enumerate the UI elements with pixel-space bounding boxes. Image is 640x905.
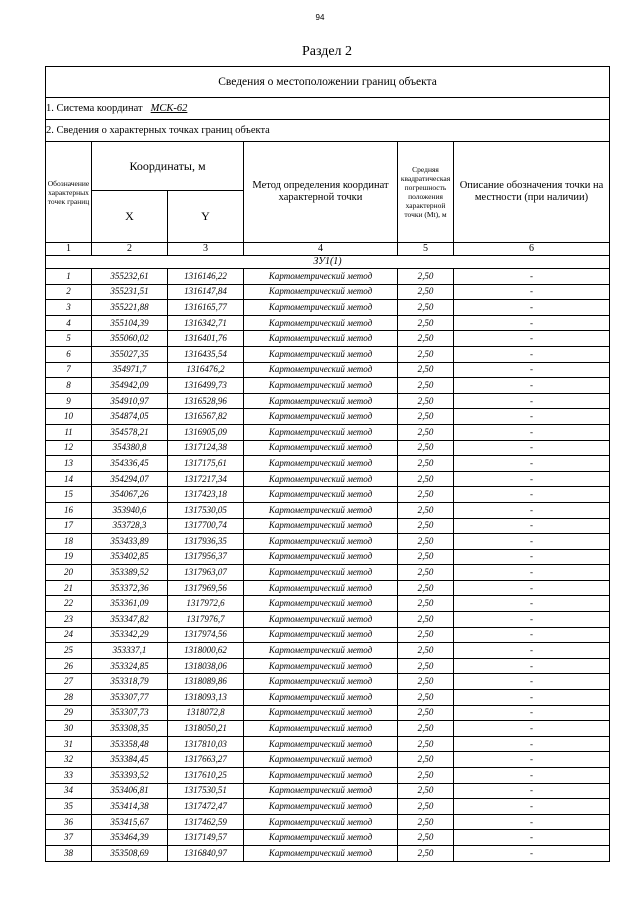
accuracy: 2,50 — [398, 845, 454, 861]
description: - — [454, 845, 610, 861]
description: - — [454, 424, 610, 440]
x-coordinate: 353384,45 — [92, 752, 168, 768]
y-coordinate: 1318000,62 — [168, 643, 244, 659]
accuracy: 2,50 — [398, 814, 454, 830]
point-number: 35 — [46, 799, 92, 815]
point-number: 3 — [46, 300, 92, 316]
point-number: 2 — [46, 284, 92, 300]
point-number: 4 — [46, 315, 92, 331]
x-coordinate: 353361,09 — [92, 596, 168, 612]
header-x: X — [92, 191, 168, 243]
y-coordinate: 1317963,07 — [168, 565, 244, 581]
table-row — [46, 362, 610, 378]
y-coordinate: 1316567,82 — [168, 409, 244, 425]
table-row — [46, 768, 610, 784]
description: - — [454, 534, 610, 550]
description: - — [454, 300, 610, 316]
y-coordinate: 1317149,57 — [168, 830, 244, 846]
table-row — [46, 830, 610, 846]
x-coordinate: 353308,35 — [92, 721, 168, 737]
x-coordinate: 353358,48 — [92, 736, 168, 752]
y-coordinate: 1317936,35 — [168, 534, 244, 550]
description: - — [454, 502, 610, 518]
accuracy: 2,50 — [398, 534, 454, 550]
accuracy: 2,50 — [398, 471, 454, 487]
point-number: 37 — [46, 830, 92, 846]
column-number: 2 — [92, 243, 168, 256]
method: Картометрический метод — [244, 331, 398, 347]
x-coordinate: 353337,1 — [92, 643, 168, 659]
accuracy: 2,50 — [398, 269, 454, 285]
method: Картометрический метод — [244, 440, 398, 456]
method: Картометрический метод — [244, 346, 398, 362]
x-coordinate: 353372,36 — [92, 580, 168, 596]
description: - — [454, 658, 610, 674]
y-coordinate: 1317969,56 — [168, 580, 244, 596]
accuracy: 2,50 — [398, 721, 454, 737]
description: - — [454, 471, 610, 487]
y-coordinate: 1316435,54 — [168, 346, 244, 362]
y-coordinate: 1317610,25 — [168, 768, 244, 784]
method: Картометрический метод — [244, 471, 398, 487]
description: - — [454, 643, 610, 659]
method: Картометрический метод — [244, 643, 398, 659]
table-row — [46, 346, 610, 362]
table-row — [46, 502, 610, 518]
method: Картометрический метод — [244, 690, 398, 706]
section-title: Раздел 2 — [301, 44, 353, 59]
table-row — [46, 690, 610, 706]
y-coordinate: 1316499,73 — [168, 378, 244, 394]
table-row — [46, 814, 610, 830]
x-coordinate: 353728,3 — [92, 518, 168, 534]
point-number: 16 — [46, 502, 92, 518]
x-coordinate: 354971,7 — [92, 362, 168, 378]
table-row — [46, 580, 610, 596]
table-row — [46, 845, 610, 861]
y-coordinate: 1317974,56 — [168, 627, 244, 643]
method: Картометрический метод — [244, 534, 398, 550]
table-row — [46, 783, 610, 799]
description: - — [454, 331, 610, 347]
description: - — [454, 549, 610, 565]
y-coordinate: 1317530,51 — [168, 783, 244, 799]
x-coordinate: 355232,61 — [92, 269, 168, 285]
point-number: 14 — [46, 471, 92, 487]
table-row — [46, 721, 610, 737]
point-number: 18 — [46, 534, 92, 550]
y-coordinate: 1317217,34 — [168, 471, 244, 487]
description: - — [454, 378, 610, 394]
x-coordinate: 355104,39 — [92, 315, 168, 331]
x-coordinate: 353508,69 — [92, 845, 168, 861]
point-number: 30 — [46, 721, 92, 737]
point-number: 9 — [46, 393, 92, 409]
y-coordinate: 1316401,76 — [168, 331, 244, 347]
x-coordinate: 353393,52 — [92, 768, 168, 784]
table-row — [46, 424, 610, 440]
method: Картометрический метод — [244, 799, 398, 815]
x-coordinate: 353414,38 — [92, 799, 168, 815]
point-number: 22 — [46, 596, 92, 612]
point-number: 28 — [46, 690, 92, 706]
method: Картометрический метод — [244, 752, 398, 768]
accuracy: 2,50 — [398, 284, 454, 300]
x-coordinate: 353940,6 — [92, 502, 168, 518]
accuracy: 2,50 — [398, 502, 454, 518]
table-row — [46, 378, 610, 394]
y-coordinate: 1316342,71 — [168, 315, 244, 331]
method: Картометрический метод — [244, 315, 398, 331]
accuracy: 2,50 — [398, 549, 454, 565]
point-number: 20 — [46, 565, 92, 581]
accuracy: 2,50 — [398, 690, 454, 706]
accuracy: 2,50 — [398, 596, 454, 612]
point-number: 19 — [46, 549, 92, 565]
y-coordinate: 1316147,84 — [168, 284, 244, 300]
x-coordinate: 353464,39 — [92, 830, 168, 846]
table-row — [46, 269, 610, 285]
description: - — [454, 627, 610, 643]
method: Картометрический метод — [244, 845, 398, 861]
description: - — [454, 705, 610, 721]
table-row — [46, 393, 610, 409]
accuracy: 2,50 — [398, 627, 454, 643]
accuracy: 2,50 — [398, 331, 454, 347]
table-row — [46, 300, 610, 316]
points-section-label: 2. Сведения о характерных точках границ объекта — [46, 120, 610, 142]
point-number: 11 — [46, 424, 92, 440]
table-row — [46, 315, 610, 331]
table-row — [46, 471, 610, 487]
table-row — [46, 284, 610, 300]
x-coordinate: 354294,07 — [92, 471, 168, 487]
y-coordinate: 1317700,74 — [168, 518, 244, 534]
description: - — [454, 518, 610, 534]
y-coordinate: 1317462,59 — [168, 814, 244, 830]
accuracy: 2,50 — [398, 300, 454, 316]
table-row — [46, 674, 610, 690]
point-number: 10 — [46, 409, 92, 425]
method: Картометрический метод — [244, 783, 398, 799]
accuracy: 2,50 — [398, 705, 454, 721]
table-row — [46, 596, 610, 612]
description: - — [454, 721, 610, 737]
method: Картометрический метод — [244, 612, 398, 628]
accuracy: 2,50 — [398, 393, 454, 409]
accuracy: 2,50 — [398, 674, 454, 690]
header-coordinates: Координаты, м — [92, 142, 244, 191]
point-number: 31 — [46, 736, 92, 752]
point-number: 24 — [46, 627, 92, 643]
description: - — [454, 736, 610, 752]
accuracy: 2,50 — [398, 518, 454, 534]
table-row — [46, 565, 610, 581]
method: Картометрический метод — [244, 705, 398, 721]
accuracy: 2,50 — [398, 799, 454, 815]
column-number: 1 — [46, 243, 92, 256]
accuracy: 2,50 — [398, 440, 454, 456]
header-method: Метод определения координат характерной точки — [244, 142, 398, 243]
coordinate-system-value: МСК-62 — [150, 103, 188, 114]
accuracy: 2,50 — [398, 580, 454, 596]
method: Картометрический метод — [244, 269, 398, 285]
table-row — [46, 487, 610, 503]
table-row — [46, 409, 610, 425]
x-coordinate: 353318,79 — [92, 674, 168, 690]
page-number: 94 — [315, 13, 325, 22]
x-coordinate: 355221,88 — [92, 300, 168, 316]
y-coordinate: 1317472,47 — [168, 799, 244, 815]
description: - — [454, 284, 610, 300]
x-coordinate: 353415,67 — [92, 814, 168, 830]
y-coordinate: 1317976,7 — [168, 612, 244, 628]
description: - — [454, 612, 610, 628]
accuracy: 2,50 — [398, 612, 454, 628]
table-row — [46, 799, 610, 815]
x-coordinate: 355231,51 — [92, 284, 168, 300]
method: Картометрический метод — [244, 378, 398, 394]
column-number: 4 — [244, 243, 398, 256]
y-coordinate: 1317175,61 — [168, 456, 244, 472]
y-coordinate: 1317972,6 — [168, 596, 244, 612]
description: - — [454, 440, 610, 456]
y-coordinate: 1318089,86 — [168, 674, 244, 690]
accuracy: 2,50 — [398, 736, 454, 752]
accuracy: 2,50 — [398, 378, 454, 394]
accuracy: 2,50 — [398, 768, 454, 784]
description: - — [454, 690, 610, 706]
description: - — [454, 830, 610, 846]
column-numbers-row — [46, 243, 610, 256]
description: - — [454, 814, 610, 830]
method: Картометрический метод — [244, 627, 398, 643]
header-accuracy: Средняя квадратическая погрешность положения характерной точки (Mt), м — [398, 142, 454, 243]
table-row — [46, 736, 610, 752]
point-number: 17 — [46, 518, 92, 534]
method: Картометрический метод — [244, 424, 398, 440]
table-row — [46, 612, 610, 628]
accuracy: 2,50 — [398, 643, 454, 659]
method: Картометрический метод — [244, 549, 398, 565]
method: Картометрический метод — [244, 768, 398, 784]
x-coordinate: 353347,82 — [92, 612, 168, 628]
method: Картометрический метод — [244, 409, 398, 425]
accuracy: 2,50 — [398, 409, 454, 425]
method: Картометрический метод — [244, 487, 398, 503]
x-coordinate: 353389,52 — [92, 565, 168, 581]
table-row — [46, 627, 610, 643]
point-number: 34 — [46, 783, 92, 799]
table-row — [46, 549, 610, 565]
method: Картометрический метод — [244, 814, 398, 830]
description: - — [454, 362, 610, 378]
table-row — [46, 456, 610, 472]
x-coordinate: 354874,05 — [92, 409, 168, 425]
x-coordinate: 355027,35 — [92, 346, 168, 362]
table-row — [46, 752, 610, 768]
x-coordinate: 354067,26 — [92, 487, 168, 503]
point-number: 32 — [46, 752, 92, 768]
description: - — [454, 752, 610, 768]
point-number: 7 — [46, 362, 92, 378]
description: - — [454, 315, 610, 331]
description: - — [454, 596, 610, 612]
method: Картометрический метод — [244, 284, 398, 300]
description: - — [454, 565, 610, 581]
point-number: 27 — [46, 674, 92, 690]
x-coordinate: 354336,45 — [92, 456, 168, 472]
method: Картометрический метод — [244, 580, 398, 596]
point-number: 15 — [46, 487, 92, 503]
point-number: 6 — [46, 346, 92, 362]
y-coordinate: 1317810,03 — [168, 736, 244, 752]
x-coordinate: 353307,77 — [92, 690, 168, 706]
table-row — [46, 534, 610, 550]
accuracy: 2,50 — [398, 487, 454, 503]
boundary-points-table — [45, 66, 610, 862]
coordinate-system-label: 1. Система координат — [46, 103, 143, 114]
point-number: 26 — [46, 658, 92, 674]
point-number: 36 — [46, 814, 92, 830]
method: Картометрический метод — [244, 456, 398, 472]
accuracy: 2,50 — [398, 752, 454, 768]
point-number: 21 — [46, 580, 92, 596]
x-coordinate: 353342,29 — [92, 627, 168, 643]
point-number: 12 — [46, 440, 92, 456]
y-coordinate: 1316840,97 — [168, 845, 244, 861]
point-number: 38 — [46, 845, 92, 861]
description: - — [454, 487, 610, 503]
y-coordinate: 1317124,38 — [168, 440, 244, 456]
table-row — [46, 705, 610, 721]
header-y: Y — [168, 191, 244, 243]
method: Картометрический метод — [244, 565, 398, 581]
x-coordinate: 353307,73 — [92, 705, 168, 721]
point-number: 29 — [46, 705, 92, 721]
accuracy: 2,50 — [398, 456, 454, 472]
table-row — [46, 518, 610, 534]
accuracy: 2,50 — [398, 346, 454, 362]
y-coordinate: 1318072,8 — [168, 705, 244, 721]
header-description: Описание обозначения точки на местности (при наличии) — [454, 142, 610, 243]
x-coordinate: 353402,85 — [92, 549, 168, 565]
description: - — [454, 456, 610, 472]
table-row — [46, 658, 610, 674]
description: - — [454, 346, 610, 362]
coordinate-system-row — [46, 98, 610, 120]
x-coordinate: 354910,97 — [92, 393, 168, 409]
x-coordinate: 353406,81 — [92, 783, 168, 799]
point-number: 1 — [46, 269, 92, 285]
x-coordinate: 354380,8 — [92, 440, 168, 456]
accuracy: 2,50 — [398, 424, 454, 440]
description: - — [454, 269, 610, 285]
y-coordinate: 1316165,77 — [168, 300, 244, 316]
y-coordinate: 1318050,21 — [168, 721, 244, 737]
column-number: 6 — [454, 243, 610, 256]
description: - — [454, 580, 610, 596]
header-point-id: Обозначение характерных точек границ — [46, 142, 92, 243]
method: Картометрический метод — [244, 502, 398, 518]
y-coordinate: 1317530,05 — [168, 502, 244, 518]
point-number: 5 — [46, 331, 92, 347]
method: Картометрический метод — [244, 830, 398, 846]
y-coordinate: 1316476,2 — [168, 362, 244, 378]
y-coordinate: 1316905,09 — [168, 424, 244, 440]
table-row — [46, 643, 610, 659]
y-coordinate: 1318093,13 — [168, 690, 244, 706]
point-number: 33 — [46, 768, 92, 784]
accuracy: 2,50 — [398, 830, 454, 846]
x-coordinate: 353324,85 — [92, 658, 168, 674]
method: Картометрический метод — [244, 721, 398, 737]
accuracy: 2,50 — [398, 783, 454, 799]
point-number: 25 — [46, 643, 92, 659]
accuracy: 2,50 — [398, 565, 454, 581]
method: Картометрический метод — [244, 658, 398, 674]
column-number: 5 — [398, 243, 454, 256]
description: - — [454, 674, 610, 690]
method: Картометрический метод — [244, 393, 398, 409]
table-row — [46, 440, 610, 456]
method: Картометрический метод — [244, 518, 398, 534]
method: Картометрический метод — [244, 674, 398, 690]
y-coordinate: 1317423,18 — [168, 487, 244, 503]
method: Картометрический метод — [244, 300, 398, 316]
accuracy: 2,50 — [398, 658, 454, 674]
description: - — [454, 799, 610, 815]
x-coordinate: 355060,02 — [92, 331, 168, 347]
parcel-label: ЗУ1(1) — [46, 256, 610, 269]
y-coordinate: 1318038,06 — [168, 658, 244, 674]
accuracy: 2,50 — [398, 315, 454, 331]
point-number: 13 — [46, 456, 92, 472]
description: - — [454, 409, 610, 425]
x-coordinate: 354578,21 — [92, 424, 168, 440]
method: Картометрический метод — [244, 736, 398, 752]
method: Картометрический метод — [244, 596, 398, 612]
description: - — [454, 393, 610, 409]
y-coordinate: 1316146,22 — [168, 269, 244, 285]
description: - — [454, 783, 610, 799]
x-coordinate: 353433,89 — [92, 534, 168, 550]
column-number: 3 — [168, 243, 244, 256]
table-row — [46, 331, 610, 347]
y-coordinate: 1317663,27 — [168, 752, 244, 768]
y-coordinate: 1316528,96 — [168, 393, 244, 409]
accuracy: 2,50 — [398, 362, 454, 378]
point-number: 8 — [46, 378, 92, 394]
point-number: 23 — [46, 612, 92, 628]
x-coordinate: 354942,09 — [92, 378, 168, 394]
method: Картометрический метод — [244, 362, 398, 378]
table-title: Сведения о местоположении границ объекта — [46, 67, 610, 98]
y-coordinate: 1317956,37 — [168, 549, 244, 565]
description: - — [454, 768, 610, 784]
